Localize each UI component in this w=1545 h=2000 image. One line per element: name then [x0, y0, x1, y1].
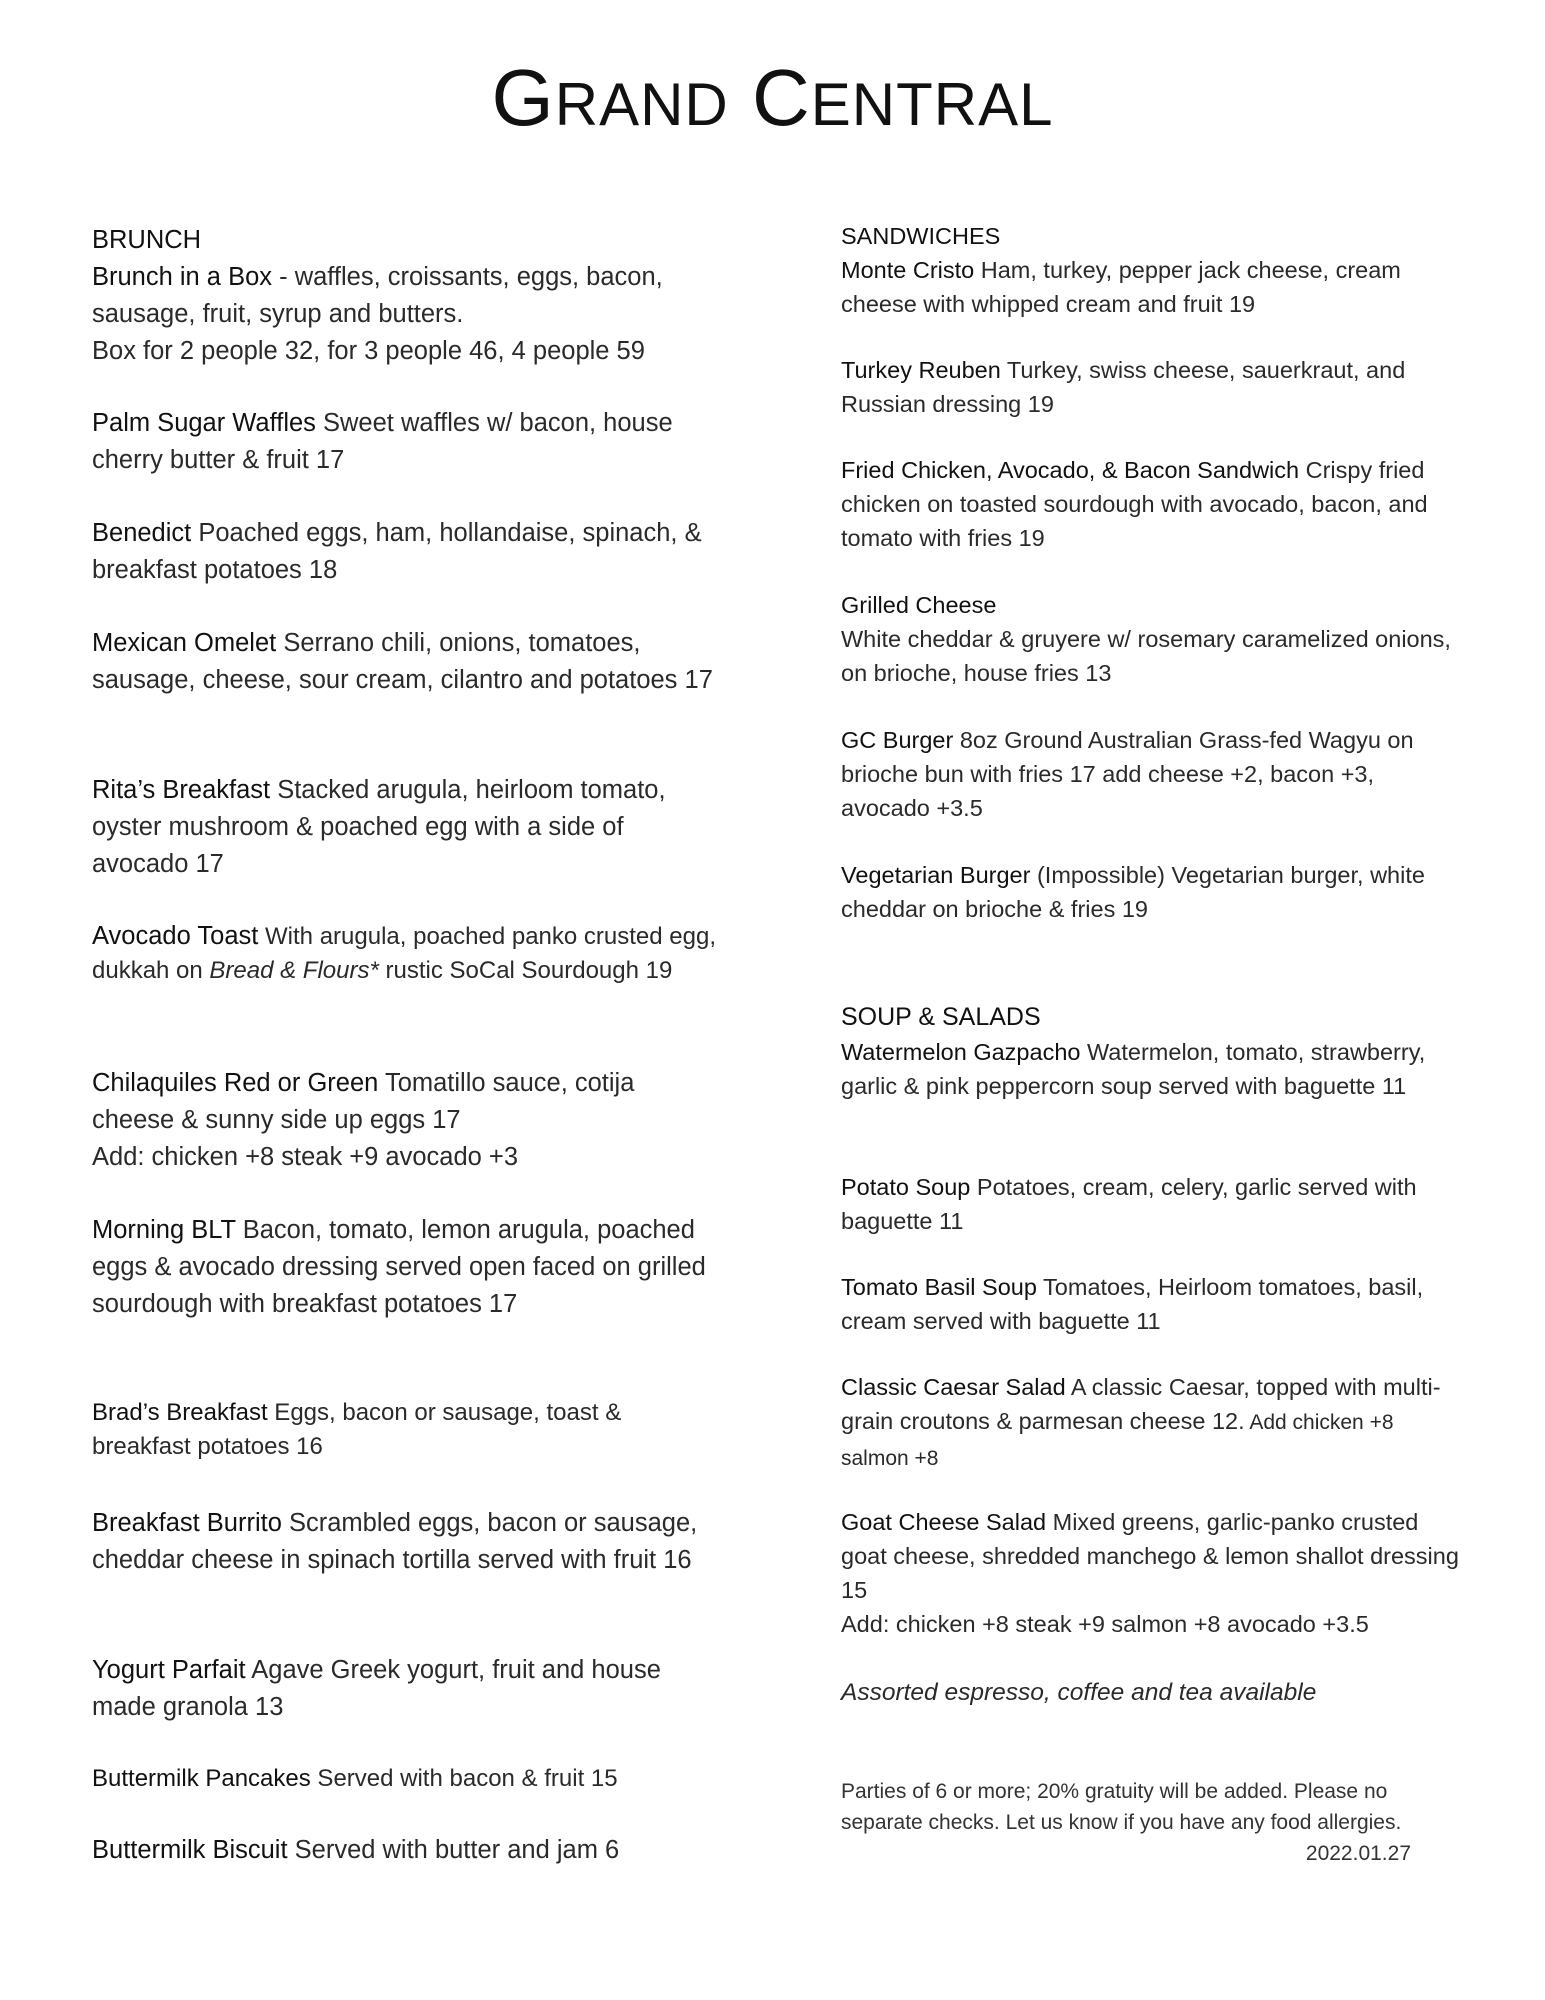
item-description: Served with butter and jam 6: [287, 1836, 620, 1864]
item-description: With arugula, poached panko crusted egg, dukkah on: [92, 923, 716, 984]
menu-item: [92, 515, 717, 589]
item-name: Yogurt Parfait: [92, 1656, 246, 1684]
item-extra: Box for 2 people 32, for 3 people 46, 4 people 59: [92, 337, 645, 365]
item-name: Palm Sugar Waffles: [92, 409, 316, 437]
item-description: Poached eggs, ham, hollandaise, spinach, & breakfast potatoes 18: [92, 519, 702, 584]
item-description: Tomatillo sauce, cotija cheese & sunny side up eggs 17: [92, 1069, 635, 1134]
item-name: Chilaquiles Red or Green: [92, 1069, 379, 1097]
title-first-rest: RAND: [554, 71, 729, 138]
item-description: Tomatoes, Heirloom tomatoes, basil, cream served with baguette 11: [841, 1274, 1424, 1334]
menu-item: [92, 625, 717, 699]
item-description: Crispy fried chicken on toasted sourdough with avocado, bacon, and tomato with fries 19: [841, 457, 1428, 551]
item-description: Ham, turkey, pepper jack cheese, cream cheese with whipped cream and fruit 19: [841, 257, 1401, 317]
menu-item: [841, 253, 1461, 321]
item-name: Benedict: [92, 519, 192, 547]
item-name: Tomato Basil Soup: [841, 1274, 1037, 1300]
item-name: Potato Soup: [841, 1174, 971, 1200]
item-name: Brad’s Breakfast: [92, 1399, 268, 1426]
item-description: (Impossible) Vegetarian burger, white cheddar on brioche & fries 19: [841, 862, 1425, 922]
menu-item: [92, 772, 717, 883]
title-first-initial: G: [491, 53, 555, 142]
beverages-note: Assorted espresso, coffee and tea available: [841, 1679, 1317, 1706]
item-name: Grilled Cheese: [841, 592, 997, 618]
policy-note: Parties of 6 or more; 20% gratuity will be added. Please no separate checks. Let us know if you have any food allergies.: [841, 1780, 1402, 1834]
item-name: Goat Cheese Salad: [841, 1509, 1047, 1535]
item-name: GC Burger: [841, 727, 954, 753]
item-description: Sweet waffles w/ bacon, house cherry butter & fruit 17: [92, 409, 673, 474]
item-description: - waffles, croissants, eggs, bacon, sausage, fruit, syrup and butters.: [92, 263, 663, 328]
item-extra: Add: chicken +8 steak +9 salmon +8 avocado +3.5: [841, 1611, 1369, 1637]
item-description: Turkey, swiss cheese, sauerkraut, and Russian dressing 19: [841, 357, 1406, 417]
menu-date: 2022.01.27: [1305, 1842, 1411, 1865]
item-name: Classic Caesar Salad: [841, 1374, 1066, 1400]
menu-item: [841, 353, 1461, 421]
item-description: Potatoes, cream, celery, garlic served with baguette 11: [841, 1174, 1417, 1234]
item-name: Avocado Toast: [92, 922, 259, 950]
menu-item: [92, 1505, 717, 1579]
menu-item: [92, 1396, 717, 1464]
menu-item: [92, 1212, 717, 1323]
item-description: A classic Caesar, topped with multi-grain croutons & parmesan cheese 12.: [841, 1374, 1441, 1434]
item-name: Rita’s Breakfast: [92, 776, 271, 804]
item-description: Mixed greens, garlic-panko crusted goat cheese, shredded manchego & lemon shallot dressing 15: [841, 1509, 1459, 1603]
item-description: Watermelon, tomato, strawberry, garlic & pink peppercorn soup served with baguette 11: [841, 1039, 1426, 1099]
title-second-initial: C: [751, 53, 811, 142]
footer: [841, 1776, 1461, 1869]
item-description: Scrambled eggs, bacon or sausage, cheddar cheese in spinach tortilla served with fruit 16: [92, 1509, 698, 1574]
menu-item: [92, 405, 717, 479]
menu-item: [841, 723, 1461, 825]
item-description: White cheddar & gruyere w/ rosemary caramelized onions, on brioche, house fries 13: [841, 626, 1451, 686]
menu-item: [841, 1035, 1461, 1103]
menu-item: [92, 1832, 717, 1869]
item-extra: Add: chicken +8 steak +9 avocado +3: [92, 1143, 519, 1171]
menu-item: [841, 453, 1461, 555]
brunch-heading: BRUNCH: [92, 226, 202, 254]
item-description: rustic SoCal Sourdough 19: [378, 957, 673, 984]
menu-item: [92, 1065, 717, 1176]
item-name: Breakfast Burrito: [92, 1509, 282, 1537]
item-name: Buttermilk Pancakes: [92, 1765, 311, 1792]
menu-item: [92, 259, 717, 370]
item-name: Brunch in a Box: [92, 263, 273, 291]
item-name: Vegetarian Burger: [841, 862, 1031, 888]
menu-item: [841, 1505, 1461, 1641]
item-description: Serrano chili, onions, tomatoes, sausage, cheese, sour cream, cilantro and potatoes 17: [92, 629, 713, 694]
item-description: 8oz Ground Australian Grass-fed Wagyu on brioche bun with fries 17 add cheese +2, bacon +3, avocado +3.5: [841, 727, 1414, 821]
title-second-rest: ENTRAL: [810, 71, 1054, 138]
menu-item: [92, 919, 717, 988]
soups-heading: SOUP & SALADS: [841, 1003, 1041, 1031]
sandwiches-heading: SANDWICHES: [841, 223, 1001, 249]
menu-item: [841, 1370, 1461, 1476]
restaurant-title: [0, 53, 1545, 142]
item-extra: Add chicken +8 salmon +8: [841, 1411, 1394, 1470]
item-name: Watermelon Gazpacho: [841, 1039, 1081, 1065]
menu-item: [841, 588, 1461, 690]
menu-item: [841, 1170, 1461, 1238]
item-description: Eggs, bacon or sausage, toast & breakfast potatoes 16: [92, 1399, 622, 1460]
menu-item: [92, 1760, 717, 1797]
item-name: Mexican Omelet: [92, 629, 277, 657]
item-description: Agave Greek yogurt, fruit and house made granola 13: [92, 1656, 661, 1721]
item-description-brand: Bread & Flours*: [209, 957, 379, 984]
item-name: Turkey Reuben: [841, 357, 1001, 383]
item-name: Morning BLT: [92, 1216, 236, 1244]
item-name: Buttermilk Biscuit: [92, 1836, 288, 1864]
menu-item: [841, 1270, 1461, 1338]
menu-item: [92, 1652, 717, 1726]
menu-item: [841, 858, 1461, 926]
item-description: Stacked arugula, heirloom tomato, oyster mushroom & poached egg with a side of avocado 17: [92, 776, 666, 878]
item-description: Served with bacon & fruit 15: [310, 1765, 618, 1792]
item-name: Fried Chicken, Avocado, & Bacon Sandwich: [841, 457, 1300, 483]
item-name: Monte Cristo: [841, 257, 975, 283]
item-description: Bacon, tomato, lemon arugula, poached eggs & avocado dressing served open faced on grilled sourdough with breakfast potatoes 17: [92, 1216, 706, 1318]
